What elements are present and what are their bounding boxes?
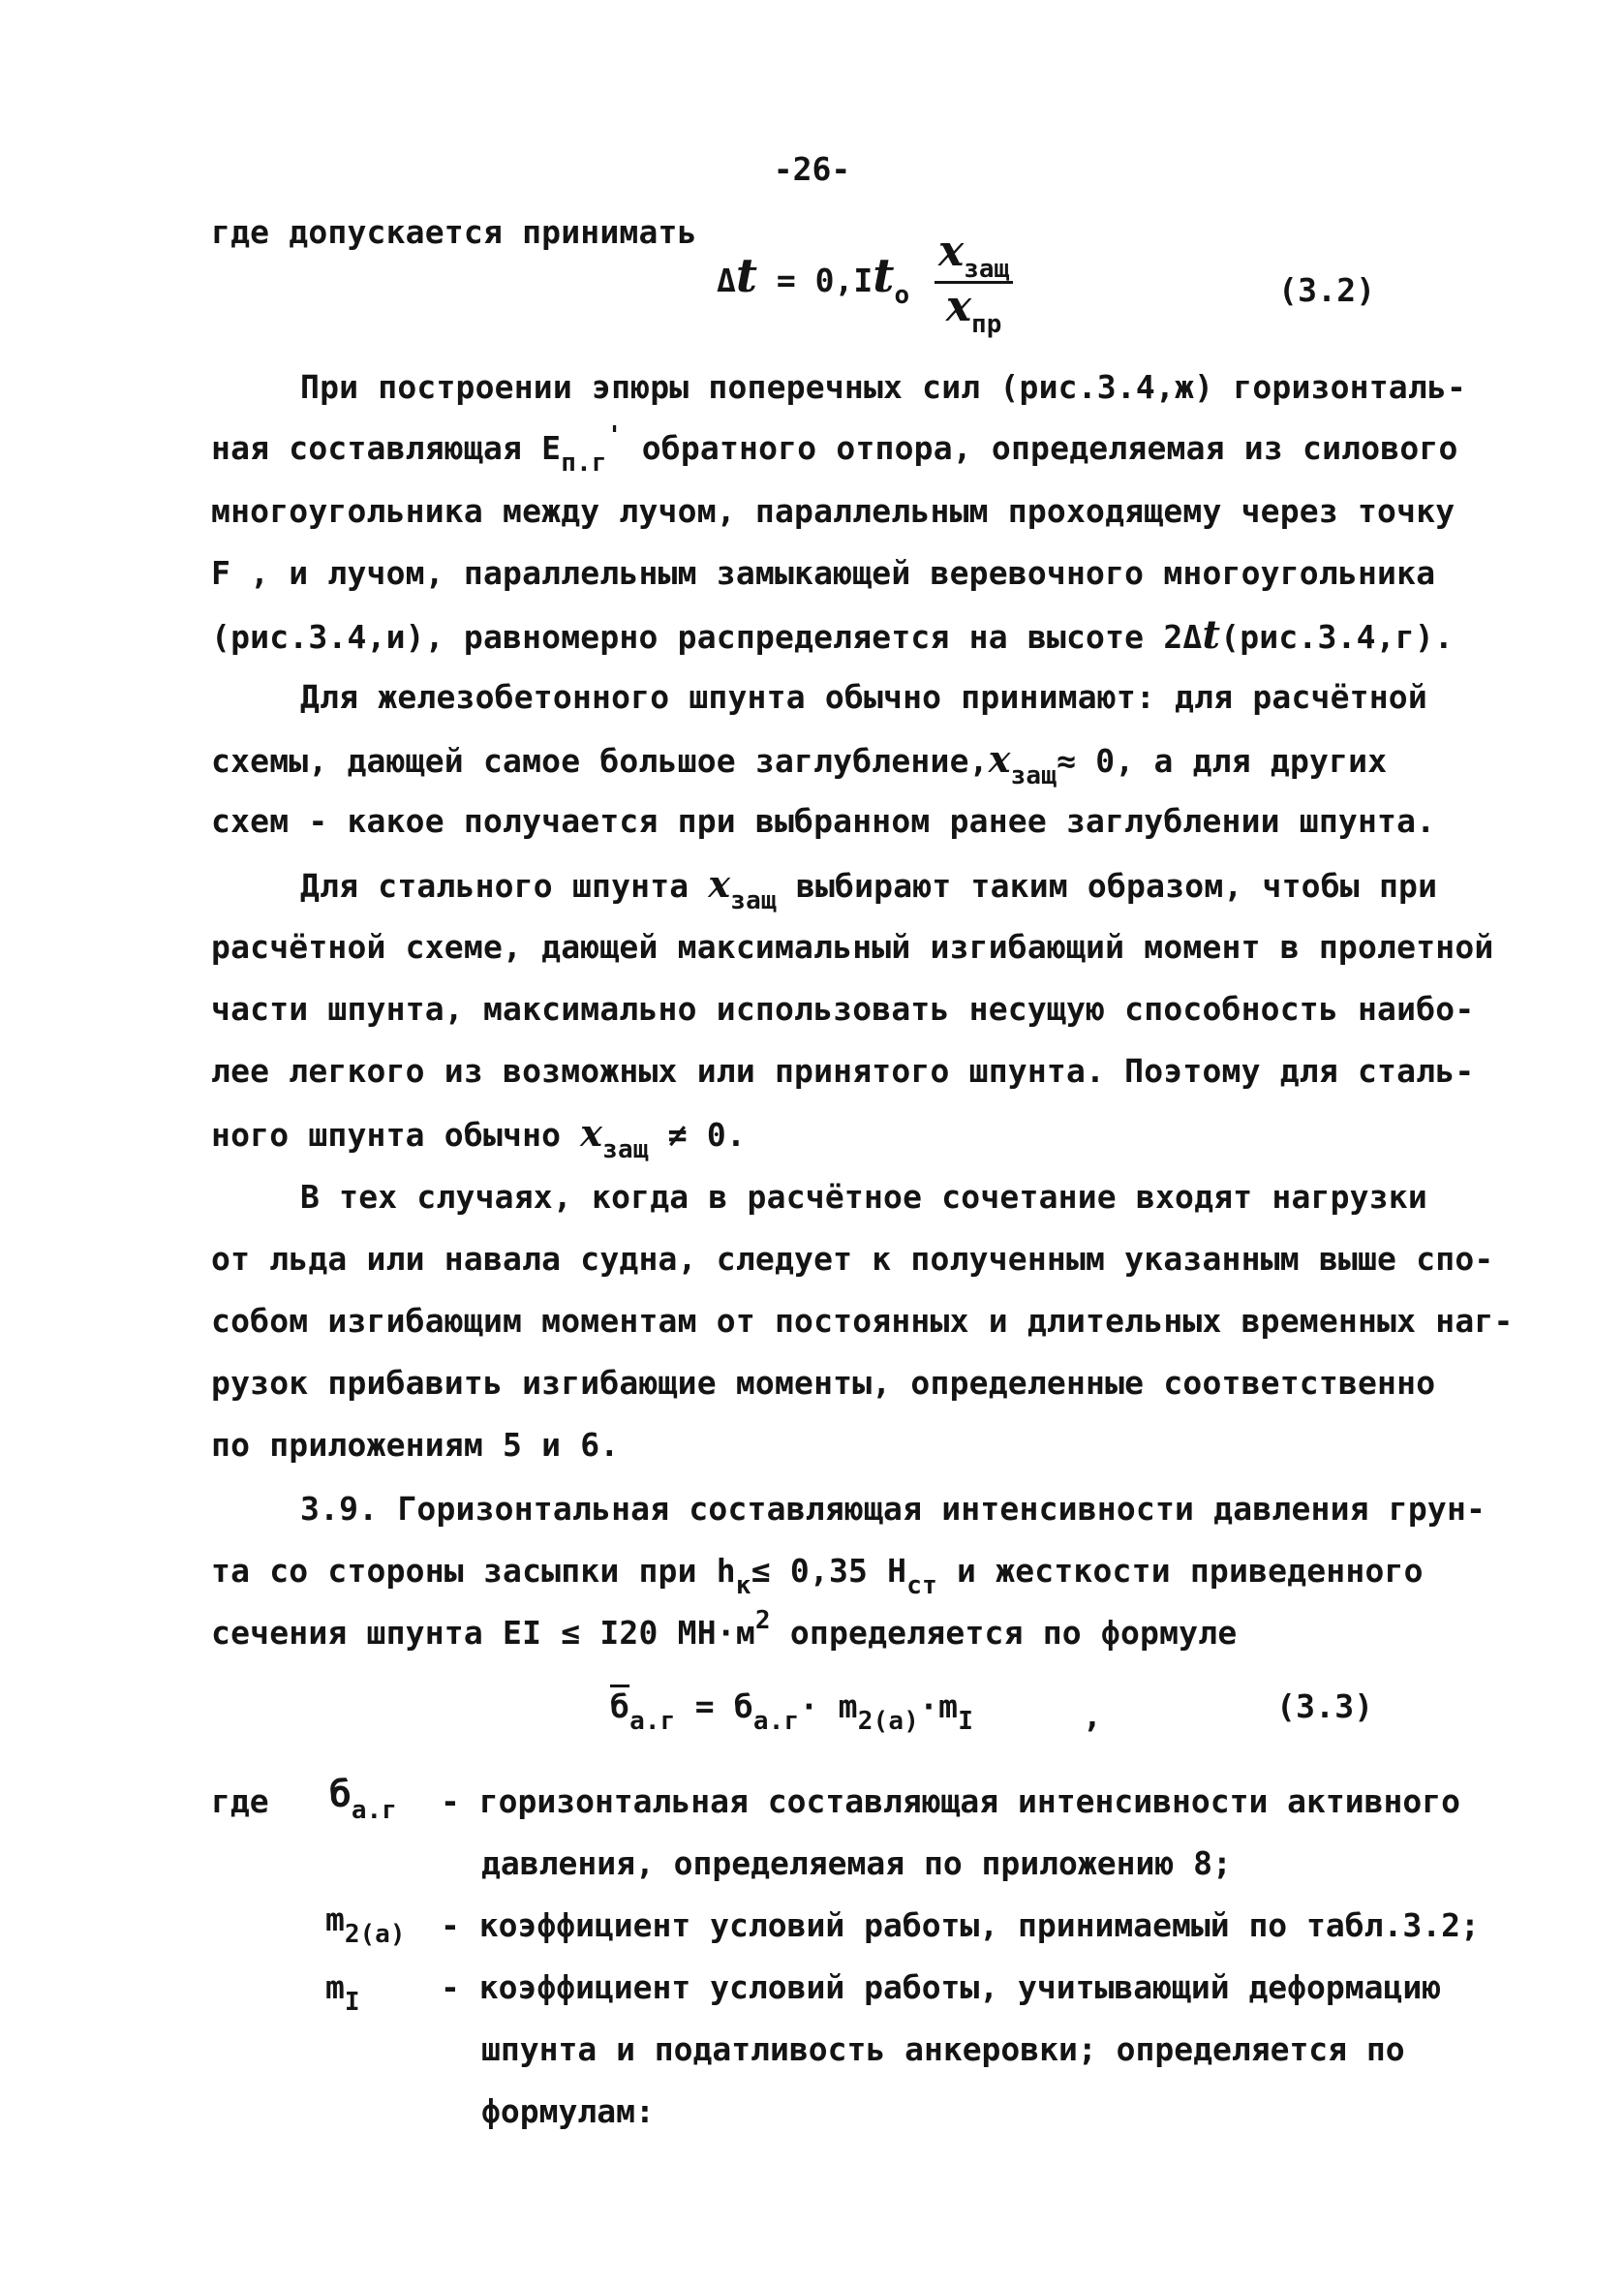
numerator-x: x xyxy=(937,227,965,276)
m2-symbol: · m xyxy=(799,1687,858,1725)
p4-line2: от льда или навала судна, следует к полученным указанным выше спо- xyxy=(211,1240,1494,1278)
p1-line2 xyxy=(211,421,1458,478)
p3-line1-a: Для стального шпунта xyxy=(300,867,709,905)
def1-line1: - горизонтальная составляющая интенсивности активного xyxy=(441,1782,1460,1820)
def1-sigma: б xyxy=(329,1773,352,1815)
coefficient: 0,I xyxy=(814,262,873,299)
m-superscript: 2 xyxy=(754,1606,771,1635)
mI-subscript: I xyxy=(958,1707,974,1736)
p5-line3 xyxy=(211,1606,1238,1655)
sigma-subscript: а.г xyxy=(752,1707,800,1736)
def3-m: m xyxy=(325,1968,345,2006)
t0-subscript: o xyxy=(894,281,910,310)
p3-line1 xyxy=(300,862,1438,915)
p1-line4: F , и лучом, параллельным замыкающей веревочного многоугольника xyxy=(211,554,1436,592)
e-subscript: п.г xyxy=(561,448,607,478)
delta-symbol: Δ xyxy=(1182,618,1203,656)
formula-3-3-label: (3.3) xyxy=(1276,1687,1374,1725)
p1-line5 xyxy=(211,612,1454,658)
def3-symbol xyxy=(325,1968,360,2017)
x-subscript: защ xyxy=(730,886,777,915)
p5-line3-b: определяется по формуле xyxy=(770,1614,1238,1652)
def1-subscript: а.г xyxy=(351,1796,397,1825)
p5-line1: 3.9. Горизонтальная составляющая интенсивности давления грун- xyxy=(300,1490,1486,1528)
e-prime: ' xyxy=(606,421,623,450)
def2-subscript: 2(a) xyxy=(344,1920,406,1949)
h-st-subscript: ст xyxy=(906,1571,937,1600)
formula-3-2-label: (3.2) xyxy=(1278,271,1376,309)
def1-line2: давления, определяемая по приложению 8; xyxy=(481,1844,1232,1882)
m2-subscript: 2(a) xyxy=(857,1707,920,1736)
p5-line2 xyxy=(211,1552,1424,1600)
p4-line5: по приложениям 5 и 6. xyxy=(211,1426,620,1464)
x-symbol: x xyxy=(580,1111,603,1155)
fraction-numerator xyxy=(935,227,1013,284)
h-subscript: к xyxy=(735,1571,751,1600)
p3-line5 xyxy=(211,1111,747,1164)
p1-line2-a: ная составляющая E xyxy=(211,429,562,467)
p2-line2-b: ≈ 0, а для других xyxy=(1057,742,1388,780)
def3-line2: шпунта и податливость анкеровки; определяется по xyxy=(481,2030,1405,2068)
p1-line5-b: (рис.3.4,г). xyxy=(1220,618,1454,656)
def3-line1: - коэффициент условий работы, учитывающий деформацию xyxy=(441,1968,1442,2006)
x-symbol: x xyxy=(708,862,731,906)
x-subscript: защ xyxy=(1010,761,1057,790)
def2-symbol xyxy=(325,1901,406,1949)
mI-symbol: ·m xyxy=(919,1687,959,1725)
p2-line3: схем - какое получается при выбранном ранее заглублении шпунта. xyxy=(211,802,1436,840)
p5-line2-b: ≤ 0,35 H xyxy=(751,1552,907,1590)
def1-symbol xyxy=(329,1773,397,1825)
denominator-subscript: пр xyxy=(971,310,1002,339)
formula-3-3 xyxy=(610,1687,974,1736)
def3-line3: формулам: xyxy=(481,2092,655,2130)
def2-line1: - коэффициент условий работы, принимаемый по табл.3.2; xyxy=(441,1906,1480,1944)
p4-line4: рузок прибавить изгибающие моменты, определенные соответственно xyxy=(211,1364,1436,1402)
p2-line1: Для железобетонного шпунта обычно принимают: для расчётной xyxy=(300,678,1427,716)
sigma: б xyxy=(733,1687,753,1725)
p5-line2-a: та со стороны засыпки при h xyxy=(211,1552,736,1590)
sigma-bar-subscript: а.г xyxy=(629,1707,676,1736)
def3-subscript: I xyxy=(344,1988,360,2017)
p3-line5-b: ≠ 0. xyxy=(648,1116,747,1154)
p3-line5-a: ного шпунта обычно xyxy=(211,1116,581,1154)
p3-line4: лее легкого из возможных или принятого шпунта. Поэтому для сталь- xyxy=(211,1052,1475,1090)
def2-m: m xyxy=(325,1901,345,1938)
sigma-bar: б xyxy=(610,1687,630,1725)
x-subscript: защ xyxy=(602,1135,649,1164)
delta-symbol: Δ xyxy=(717,262,736,299)
denominator-x: x xyxy=(945,282,972,331)
p5-line2-c: и жесткости приведенного xyxy=(936,1552,1424,1590)
equals-sign: = xyxy=(675,1687,734,1725)
p2-line2 xyxy=(211,737,1388,790)
p4-line3: собом изгибающим моментам от постоянных и длительных временных наг- xyxy=(211,1302,1514,1340)
formula-t: t xyxy=(735,249,758,303)
p3-line3: части шпунта, максимально использовать несущую способность наибо- xyxy=(211,990,1475,1028)
formula-3-2 xyxy=(717,227,1019,339)
p4-line1: В тех случаях, когда в расчётное сочетание входят нагрузки xyxy=(300,1178,1427,1216)
p1-line3: многоугольника между лучом, параллельным проходящему через точку xyxy=(211,492,1455,530)
p1-line2-b: обратного отпора, определяемая из силового xyxy=(622,429,1458,467)
fraction-denominator xyxy=(935,282,1013,339)
equals-sign: = xyxy=(776,262,796,299)
t0-symbol: t xyxy=(873,249,895,303)
fraction xyxy=(935,227,1013,339)
formula-3-3-comma: , xyxy=(1083,1697,1103,1735)
intro-line: где допускается принимать xyxy=(211,213,697,251)
p5-line3-a: сечения шпунта EI ≤ I20 MH·м xyxy=(211,1614,755,1652)
p2-line2-a: схемы, дающей самое большое заглубление, xyxy=(211,742,989,780)
numerator-subscript: защ xyxy=(964,255,1010,284)
page-number: -26- xyxy=(773,150,851,188)
t-symbol: t xyxy=(1202,612,1221,658)
p1-line5-a: (рис.3.4,и), равномерно распределяется на высоте 2 xyxy=(211,618,1183,656)
x-symbol: x xyxy=(988,737,1011,781)
where-label: где xyxy=(211,1782,269,1820)
p1-line1: При построении эпюры поперечных сил (рис.3.4,ж) горизонталь- xyxy=(300,368,1467,406)
p3-line2: расчётной схеме, дающей максимальный изгибающий момент в пролетной xyxy=(211,928,1494,966)
p3-line1-b: выбирают таким образом, чтобы при xyxy=(776,867,1438,905)
